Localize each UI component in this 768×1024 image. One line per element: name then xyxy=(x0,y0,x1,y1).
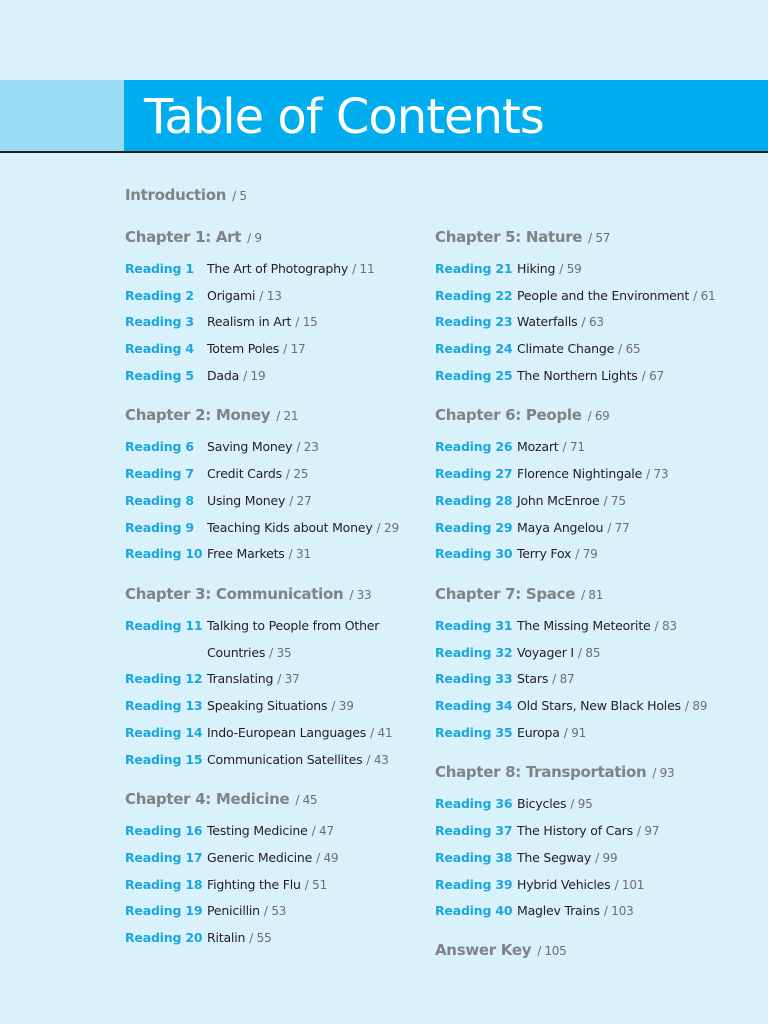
toc-chapter[interactable]: Chapter 3: Communication / 33 xyxy=(125,585,372,603)
toc-reading-continuation[interactable]: Countries / 35 xyxy=(207,645,292,660)
banner-accent xyxy=(0,80,124,152)
toc-answer-key[interactable]: Answer Key / 105 xyxy=(435,941,567,959)
toc-chapter[interactable]: Chapter 4: Medicine / 45 xyxy=(125,790,318,808)
banner-rule xyxy=(0,151,768,153)
toc-chapter[interactable]: Chapter 6: People / 69 xyxy=(435,406,610,424)
toc-introduction[interactable]: Introduction / 5 xyxy=(125,186,247,204)
toc-chapter[interactable]: Chapter 5: Nature / 57 xyxy=(435,228,611,246)
toc-chapter[interactable]: Chapter 7: Space / 81 xyxy=(435,585,604,603)
toc-chapter[interactable]: Chapter 8: Transportation / 93 xyxy=(435,763,675,781)
toc-chapter[interactable]: Chapter 1: Art / 9 xyxy=(125,228,262,246)
toc-chapter[interactable]: Chapter 2: Money / 21 xyxy=(125,406,299,424)
page-title: Table of Contents xyxy=(144,89,544,145)
